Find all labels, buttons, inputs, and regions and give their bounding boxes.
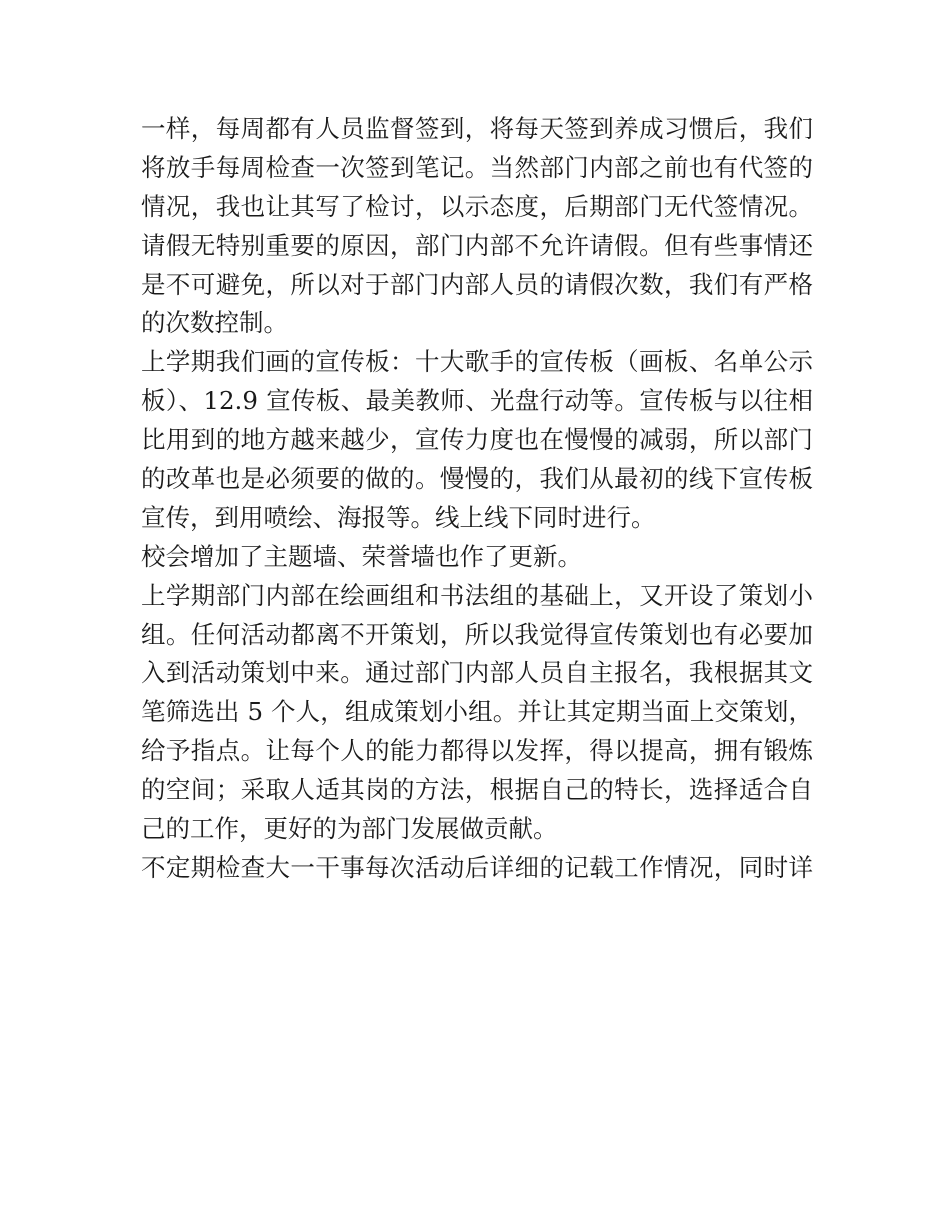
text-line: 给予指点。让每个人的能力都得以发挥，得以提高，拥有锻炼 bbox=[141, 736, 813, 766]
text-line: 校会增加了主题墙、荣誉墙也作了更新。 bbox=[141, 541, 582, 571]
body-text bbox=[141, 110, 813, 888]
text-line: 的空间；采取人适其岗的方法，根据自己的特长，选择适合自 bbox=[141, 775, 813, 805]
text-line: 情况，我也让其写了检讨，以示态度，后期部门无代签情况。 bbox=[141, 191, 813, 221]
text-line: 己的工作，更好的为部门发展做贡献。 bbox=[141, 814, 558, 844]
text-line: 组。任何活动都离不开策划，所以我觉得宣传策划也有必要加 bbox=[141, 619, 813, 649]
text-line: 宣传，到用喷绘、海报等。线上线下同时进行。 bbox=[141, 502, 656, 532]
text-line: 的改革也是必须要的做的。慢慢的，我们从最初的线下宣传板 bbox=[141, 464, 813, 494]
text-line: 请假无特别重要的原因，部门内部不允许请假。但有些事情还 bbox=[141, 230, 813, 260]
text-line: 不定期检查大一干事每次活动后详细的记载工作情况，同时详 bbox=[141, 852, 813, 882]
text-line: 入到活动策划中来。通过部门内部人员自主报名，我根据其文 bbox=[141, 658, 813, 688]
text-line: 上学期部门内部在绘画组和书法组的基础上，又开设了策划小 bbox=[141, 580, 813, 610]
text-line: 是不可避免，所以对于部门内部人员的请假次数，我们有严格 bbox=[141, 269, 813, 299]
text-line: 比用到的地方越来越少，宣传力度也在慢慢的减弱，所以部门 bbox=[141, 425, 813, 455]
text-line: 一样，每周都有人员监督签到，将每天签到养成习惯后，我们 bbox=[141, 114, 813, 143]
text-line: 的次数控制。 bbox=[141, 308, 288, 338]
text-line: 上学期我们画的宣传板：十大歌手的宣传板（画板、名单公示 bbox=[141, 347, 813, 377]
text-line: 将放手每周检查一次签到笔记。当然部门内部之前也有代签的 bbox=[141, 152, 813, 182]
text-line: 板）、12.9 宣传板、最美教师、光盘行动等。宣传板与以往相 bbox=[141, 386, 813, 416]
text-line: 笔筛选出 5 个人，组成策划小组。并让其定期当面上交策划， bbox=[141, 697, 813, 727]
